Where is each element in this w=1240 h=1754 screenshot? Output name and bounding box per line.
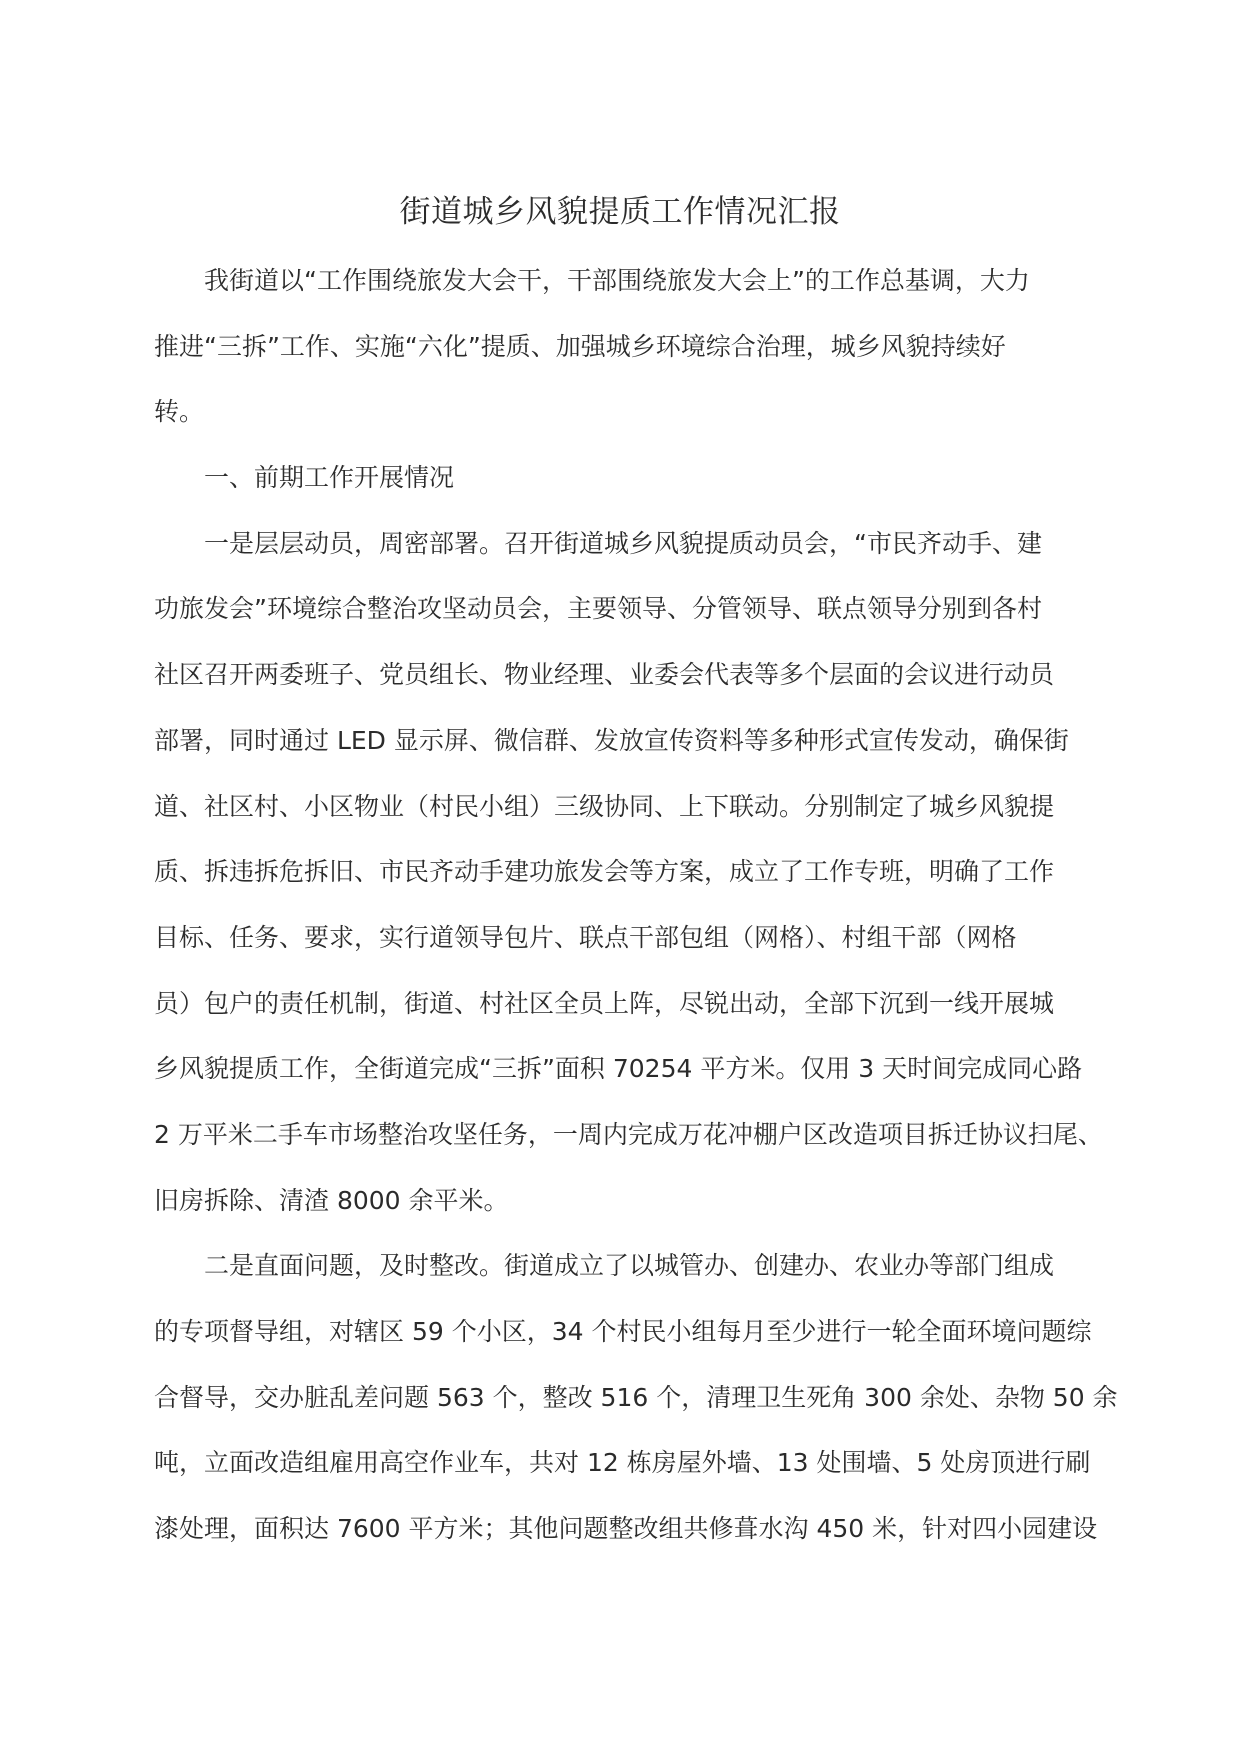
text-line: 我街道以“工作围绕旅发大会干，干部围绕旅发大会上”的工作总基调，大力 (204, 266, 1030, 295)
section-heading (154, 445, 1114, 511)
text-line: 二是直面问题，及时整改。街道成立了以城管办、创建办、农业办等部门组成 (204, 1251, 1055, 1281)
section-heading-text: 一、前期工作开展情况 (204, 463, 455, 493)
text-line: 旧房拆除、清渣 8000 余平米。 (154, 1185, 509, 1215)
text-line: 转。 (154, 397, 205, 427)
text-line: 社区召开两委班子、党员组长、物业经理、业委会代表等多个层面的会议进行动员 (154, 660, 1055, 690)
text-line: 合督导，交办脏乱差问题 563 个，整改 516 个，清理卫生死角 300 余处、杂物 50 余 (154, 1382, 1118, 1412)
text-line: 吨，立面改造组雇用高空作业车，共对 12 栋房屋外墙、13 处围墙、5 处房顶进行刷 (154, 1448, 1091, 1478)
text-line: 乡风貌提质工作，全街道完成“三拆”面积 70254 平方米。仅用 3 天时间完成同心路 (154, 1054, 1083, 1084)
text-line: 一是层层动员，周密部署。召开街道城乡风貌提质动员会，“市民齐动手、建 (204, 528, 1042, 558)
text-line: 部署，同时通过 LED 显示屏、微信群、发放宣传资料等多种形式宣传发动，确保街 (154, 725, 1069, 755)
text-line: 2 万平米二手车市场整治攻坚任务，一周内完成万花冲棚户区改造项目拆迁协议扫尾、 (154, 1119, 1103, 1149)
paragraph-mobilization (154, 511, 1114, 1234)
document-body (154, 248, 1118, 1562)
text-line: 目标、任务、要求，实行道领导包片、联点干部包组（网格）、村组干部（网格 (154, 922, 1017, 952)
text-line: 员）包户的责任机制，街道、村社区全员上阵，尽锐出动，全部下沉到一线开展城 (154, 988, 1055, 1018)
document-title: 街道城乡风貌提质工作情况汇报 (399, 194, 841, 230)
paragraph-intro (154, 248, 1114, 445)
text-line: 道、社区村、小区物业（村民小组）三级协同、上下联动。分别制定了城乡风貌提 (154, 791, 1055, 821)
text-line: 推进“三拆”工作、实施“六化”提质、加强城乡环境综合治理，城乡风貌持续好 (154, 331, 1006, 361)
text-line: 漆处理，面积达 7600 平方米；其他问题整改组共修葺水沟 450 米，针对四小园建设 (154, 1514, 1098, 1544)
text-line: 的专项督导组，对辖区 59 个小区，34 个村民小组每月至少进行一轮全面环境问题综 (154, 1317, 1092, 1346)
text-line: 质、拆违拆危拆旧、市民齐动手建功旅发会等方案，成立了工作专班，明确了工作 (154, 857, 1055, 887)
text-line: 功旅发会”环境综合整治攻坚动员会，主要领导、分管领导、联点领导分别到各村 (154, 594, 1042, 624)
paragraph-rectification (154, 1233, 1118, 1561)
